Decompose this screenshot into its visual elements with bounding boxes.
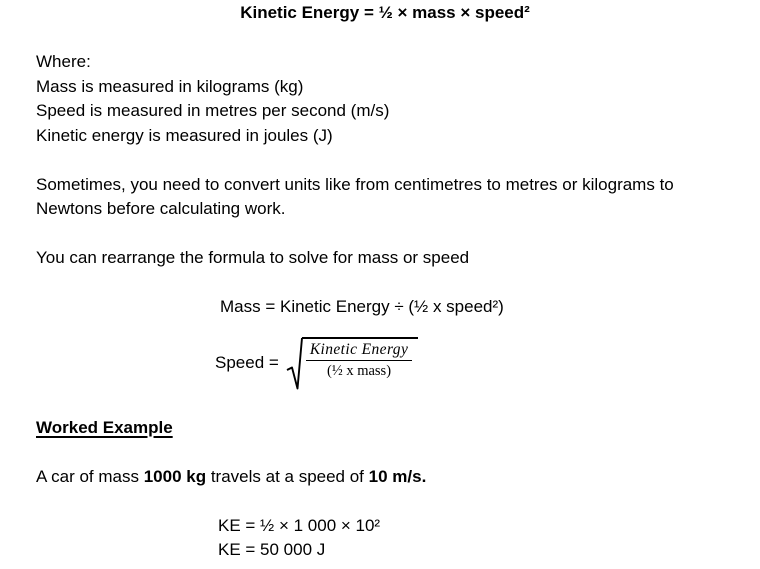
worked-example-heading: Worked Example (36, 417, 173, 437)
where-line-energy: Kinetic energy is measured in joules (J) (36, 125, 333, 145)
sentence-speed-value: 10 m/s. (368, 466, 427, 486)
sentence-mass-value: 1000 kg (143, 466, 207, 486)
square-root-expression (286, 337, 418, 391)
speed-formula (215, 337, 734, 391)
mass-formula: Mass = Kinetic Energy ÷ (½ x speed²) (220, 297, 504, 316)
rearrange-intro: You can rearrange the formula to solve for mass or speed (36, 248, 470, 267)
fraction-denominator: (½ x mass) (327, 362, 392, 379)
conversion-note-line2: Newtons before calculating work. (36, 199, 286, 218)
ke-step-2: KE = 50 000 J (218, 540, 326, 559)
document-title: Kinetic Energy = ½ × mass × speed² (240, 3, 530, 22)
conversion-note-line1: Sometimes, you need to convert units like from centimetres to metres or kilograms to (36, 174, 674, 194)
radicand-fraction (302, 337, 418, 380)
fraction-numerator: Kinetic Energy (306, 341, 412, 361)
speed-formula-lhs: Speed = (215, 353, 279, 373)
sentence-part1: A car of mass (36, 466, 144, 486)
ke-step-1: KE = ½ × 1 000 × 10² (218, 515, 381, 535)
worked-example-sentence (36, 465, 734, 490)
where-label: Where: (36, 52, 91, 71)
radical-sign-icon (286, 337, 303, 391)
where-line-speed: Speed is measured in metres per second (m/s) (36, 101, 390, 120)
sentence-part2: travels at a speed of (206, 466, 369, 486)
where-line-mass: Mass is measured in kilograms (kg) (36, 76, 304, 96)
